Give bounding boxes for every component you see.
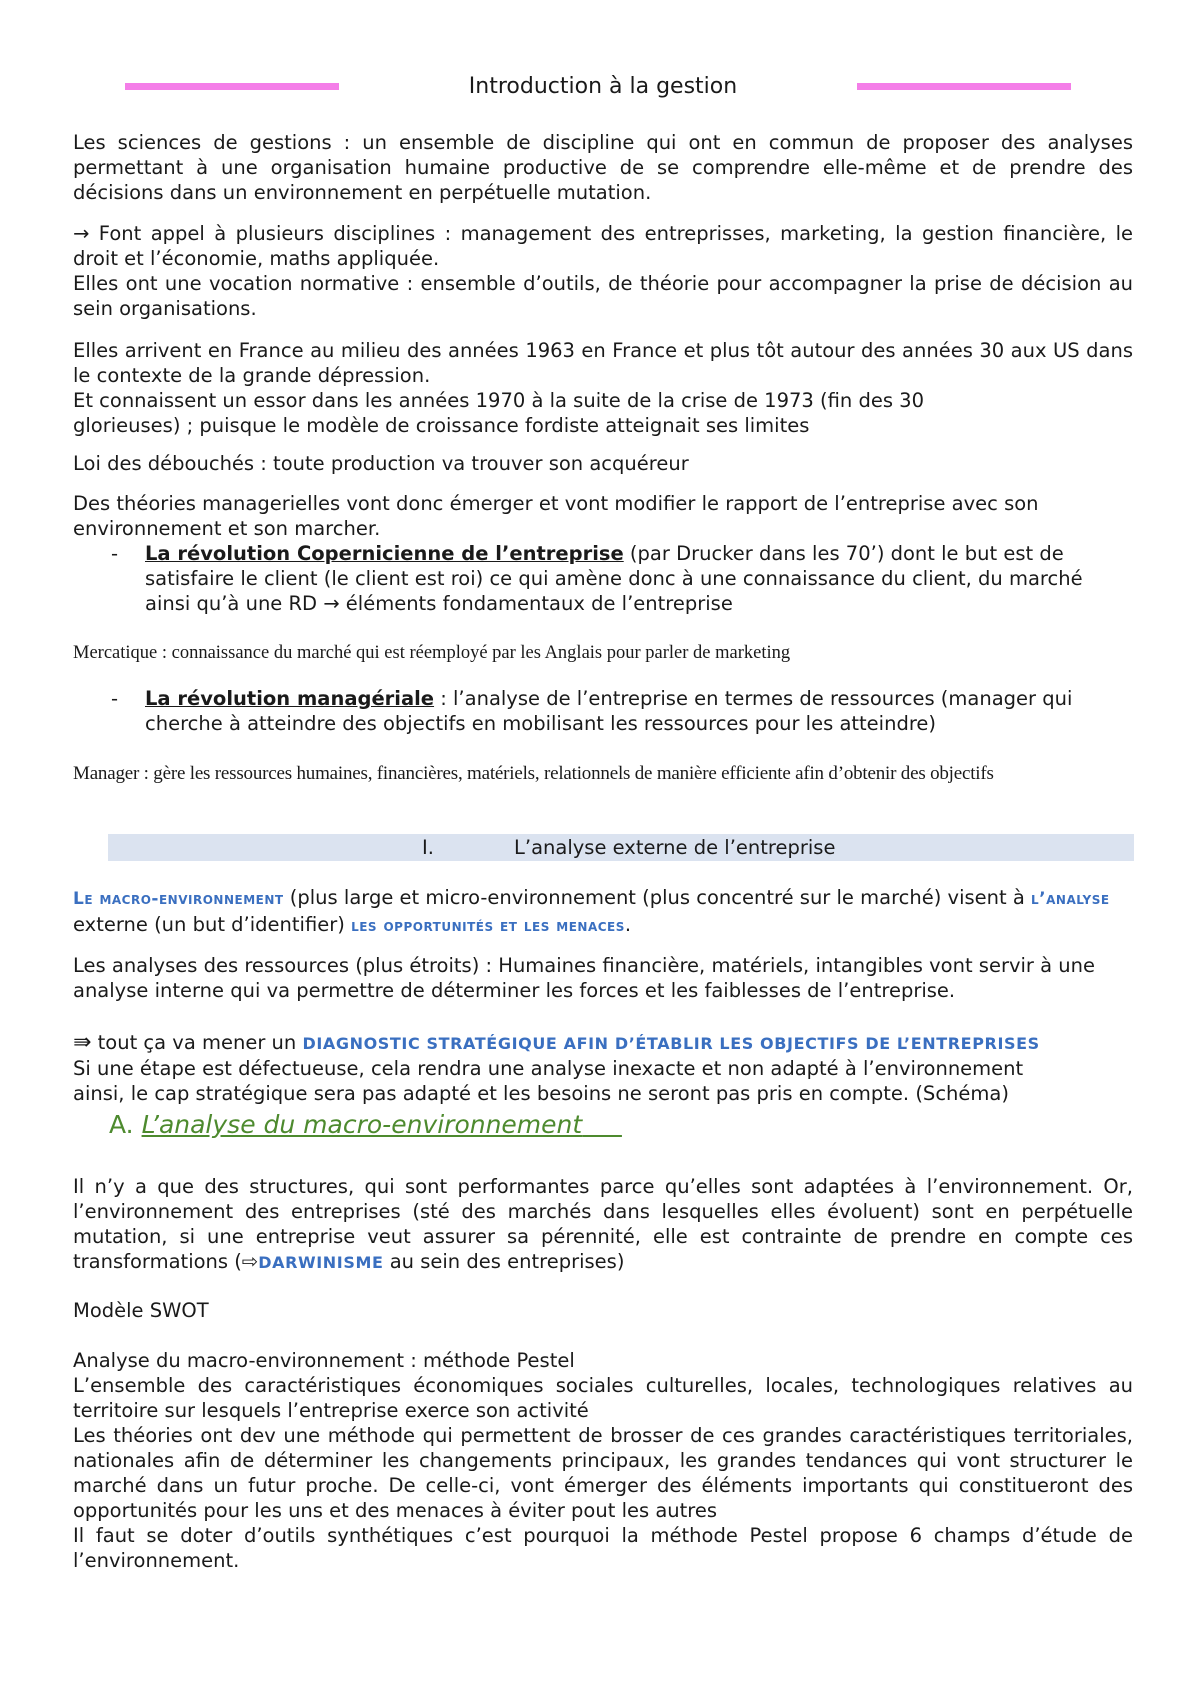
- bullet-dash: -: [111, 542, 119, 565]
- darwinisme-text-2: au sein des entreprises): [383, 1250, 625, 1273]
- paragraph-loi-debouches: Loi des débouchés : toute production va trouver son acquéreur: [73, 452, 689, 475]
- term-macro-environnement: Le macro-environnement: [73, 889, 284, 909]
- bullet-manageriale-title: La révolution managériale: [145, 687, 435, 710]
- section-number: I.: [422, 836, 434, 859]
- macro-text-1: (plus large et micro-environnement (plus concentré sur le marché) visent à: [283, 886, 1032, 909]
- macro-text-3: .: [624, 913, 632, 936]
- term-darwinisme: DARWINISME: [258, 1253, 384, 1272]
- history-line-2: glorieuses) ; puisque le modèle de croissance fordiste atteignait ses limites: [73, 414, 810, 437]
- term-analyse: l’analyse: [1031, 889, 1110, 909]
- history-line-1: Et connaissent un essor dans les années 1970 à la suite de la crise de 1973 (fin des 30: [73, 389, 924, 412]
- note-manager: Manager : gère les ressources humaines, financières, matériels, relationnels de manière efficiente afin d’obtenir des objectifs: [73, 763, 994, 784]
- subsection-title: L’analyse du macro-environnement: [141, 1110, 583, 1139]
- bullet-dash: -: [111, 687, 119, 710]
- paragraph-darwinisme: [73, 1174, 1133, 1275]
- paragraph-pestel-theories: Les théories ont dev une méthode qui permettent de brosser de ces grandes caractéristiques territoriales, nationales afin de déterminer les changements principaux, les grandes tendances qui vont structurer le marché dans un futur proche. De celle-ci, vont émerger des éléments importants qui constitueront des opportunités pour les uns et des menaces à éviter pout les autres: [73, 1424, 1133, 1522]
- subsection-heading-a: [109, 1110, 622, 1140]
- bullet-copernicienne-title: La révolution Copernicienne de l’entreprise: [145, 542, 624, 565]
- bullet-manageriale: [73, 686, 1133, 736]
- paragraph-normative: Elles ont une vocation normative : ensemble d’outils, de théorie pour accompagner la prise de décision au sein organisations.: [73, 272, 1133, 320]
- arrow-right-icon: →: [73, 222, 90, 245]
- paragraph-swot: Modèle SWOT: [73, 1299, 209, 1322]
- subsection-letter: A.: [109, 1110, 134, 1139]
- title-decoration-right: [857, 83, 1071, 90]
- diagnostic-line-2: Si une étape est défectueuse, cela rendra une analyse inexacte et non adapté à l’environnement: [73, 1057, 1024, 1080]
- macro-text-2: externe (un but d’identifier): [73, 913, 352, 936]
- term-opportunites-menaces: les opportunités et les menaces: [351, 916, 625, 936]
- double-arrow-icon: ⇛: [73, 1030, 92, 1055]
- paragraph-definition: Les sciences de gestions : un ensemble de discipline qui ont en commun de proposer des analyses permettant à une organisation humaine productive de se comprendre elle-même et de prendre des décisions dans un environnement en perpétuelle mutation.: [73, 131, 1133, 204]
- paragraph-pestel-title: Analyse du macro-environnement : méthode Pestel: [73, 1349, 575, 1372]
- paragraph-pestel-outils: Il faut se doter d’outils synthétiques c’est pourquoi la méthode Pestel propose 6 champs d’étude de l’environnement.: [73, 1524, 1133, 1572]
- term-diagnostic-strategique: DIAGNOSTIC STRATÉGIQUE AFIN D’ÉTABLIR LES OBJECTIFS DE L’ENTREPRISES: [302, 1034, 1040, 1053]
- section-title: L’analyse externe de l’entreprise: [514, 836, 836, 859]
- bullet-manageriale-text: [145, 686, 1123, 736]
- section-heading-analyse-externe: [108, 834, 1134, 861]
- paragraph-ressources: Les analyses des ressources (plus étroits) : Humaines financière, matériels, intangibles vont servir à une analyse interne qui va permettre de déterminer les forces et les faiblesses de l’entreprise.: [73, 954, 1095, 1002]
- right-arrow-icon: ⇨: [241, 1250, 259, 1273]
- diagnostic-intro: tout ça va mener un: [91, 1031, 303, 1054]
- disciplines-text: Font appel à plusieurs disciplines : management des entreprisses, marketing, la gestion financière, le droit et l’économie, maths appliquée.: [73, 222, 1134, 270]
- bullet-copernicienne-text: [145, 541, 1123, 616]
- paragraph-diagnostic: [73, 1030, 1133, 1106]
- paragraph-pestel-ensemble: L’ensemble des caractéristiques économiques sociales culturelles, locales, technologiques relatives au territoire sur lesquels l’entreprise exerce son activité: [73, 1374, 1133, 1422]
- paragraph-history-1: Elles arrivent en France au milieu des années 1963 en France et plus tôt autour des années 30 aux US dans le contexte de la grande dépression.: [73, 339, 1133, 387]
- title-row: [73, 72, 1133, 102]
- bullet-manageriale-body: : l’analyse de l’entreprise en termes de ressources (manager qui cherche à atteindre des objectifs en mobilisant les ressources pour les atteindre): [145, 687, 1073, 735]
- paragraph-theories: Des théories managerielles vont donc émerger et vont modifier le rapport de l’entreprise avec son environnement et son marcher.: [73, 492, 1039, 540]
- bullet-copernicienne: [73, 541, 1133, 616]
- paragraph-macro-environnement: [73, 885, 1133, 939]
- paragraph-history-2: [73, 388, 1133, 438]
- paragraph-disciplines: [73, 221, 1133, 271]
- darwinisme-text-1: Il n’y a que des structures, qui sont performantes parce qu’elles sont adaptées à l’environnement. Or, l’environnement des entreprises (sté des marchés dans lesquelles elles évoluent) sont en perpétuelle mutation, si une entreprise veut assurer sa pérennité, elle est contrainte de prendre en compte ces transformations (: [73, 1175, 1133, 1273]
- page-title: Introduction à la gestion: [468, 74, 738, 99]
- diagnostic-line-3: ainsi, le cap stratégique sera pas adapté et les besoins ne seront pas pris en compte. (Schéma): [73, 1082, 1009, 1105]
- note-mercatique: Mercatique : connaissance du marché qui est réemployé par les Anglais pour parler de marketing: [73, 643, 791, 663]
- bullet-copernicienne-body: (par Drucker dans les 70’) dont le but est de satisfaire le client (le client est roi) ce qui amène donc à une connaissance du client, du marché ainsi qu’à une RD → éléments fondamentaux de l’entreprise: [145, 542, 1083, 615]
